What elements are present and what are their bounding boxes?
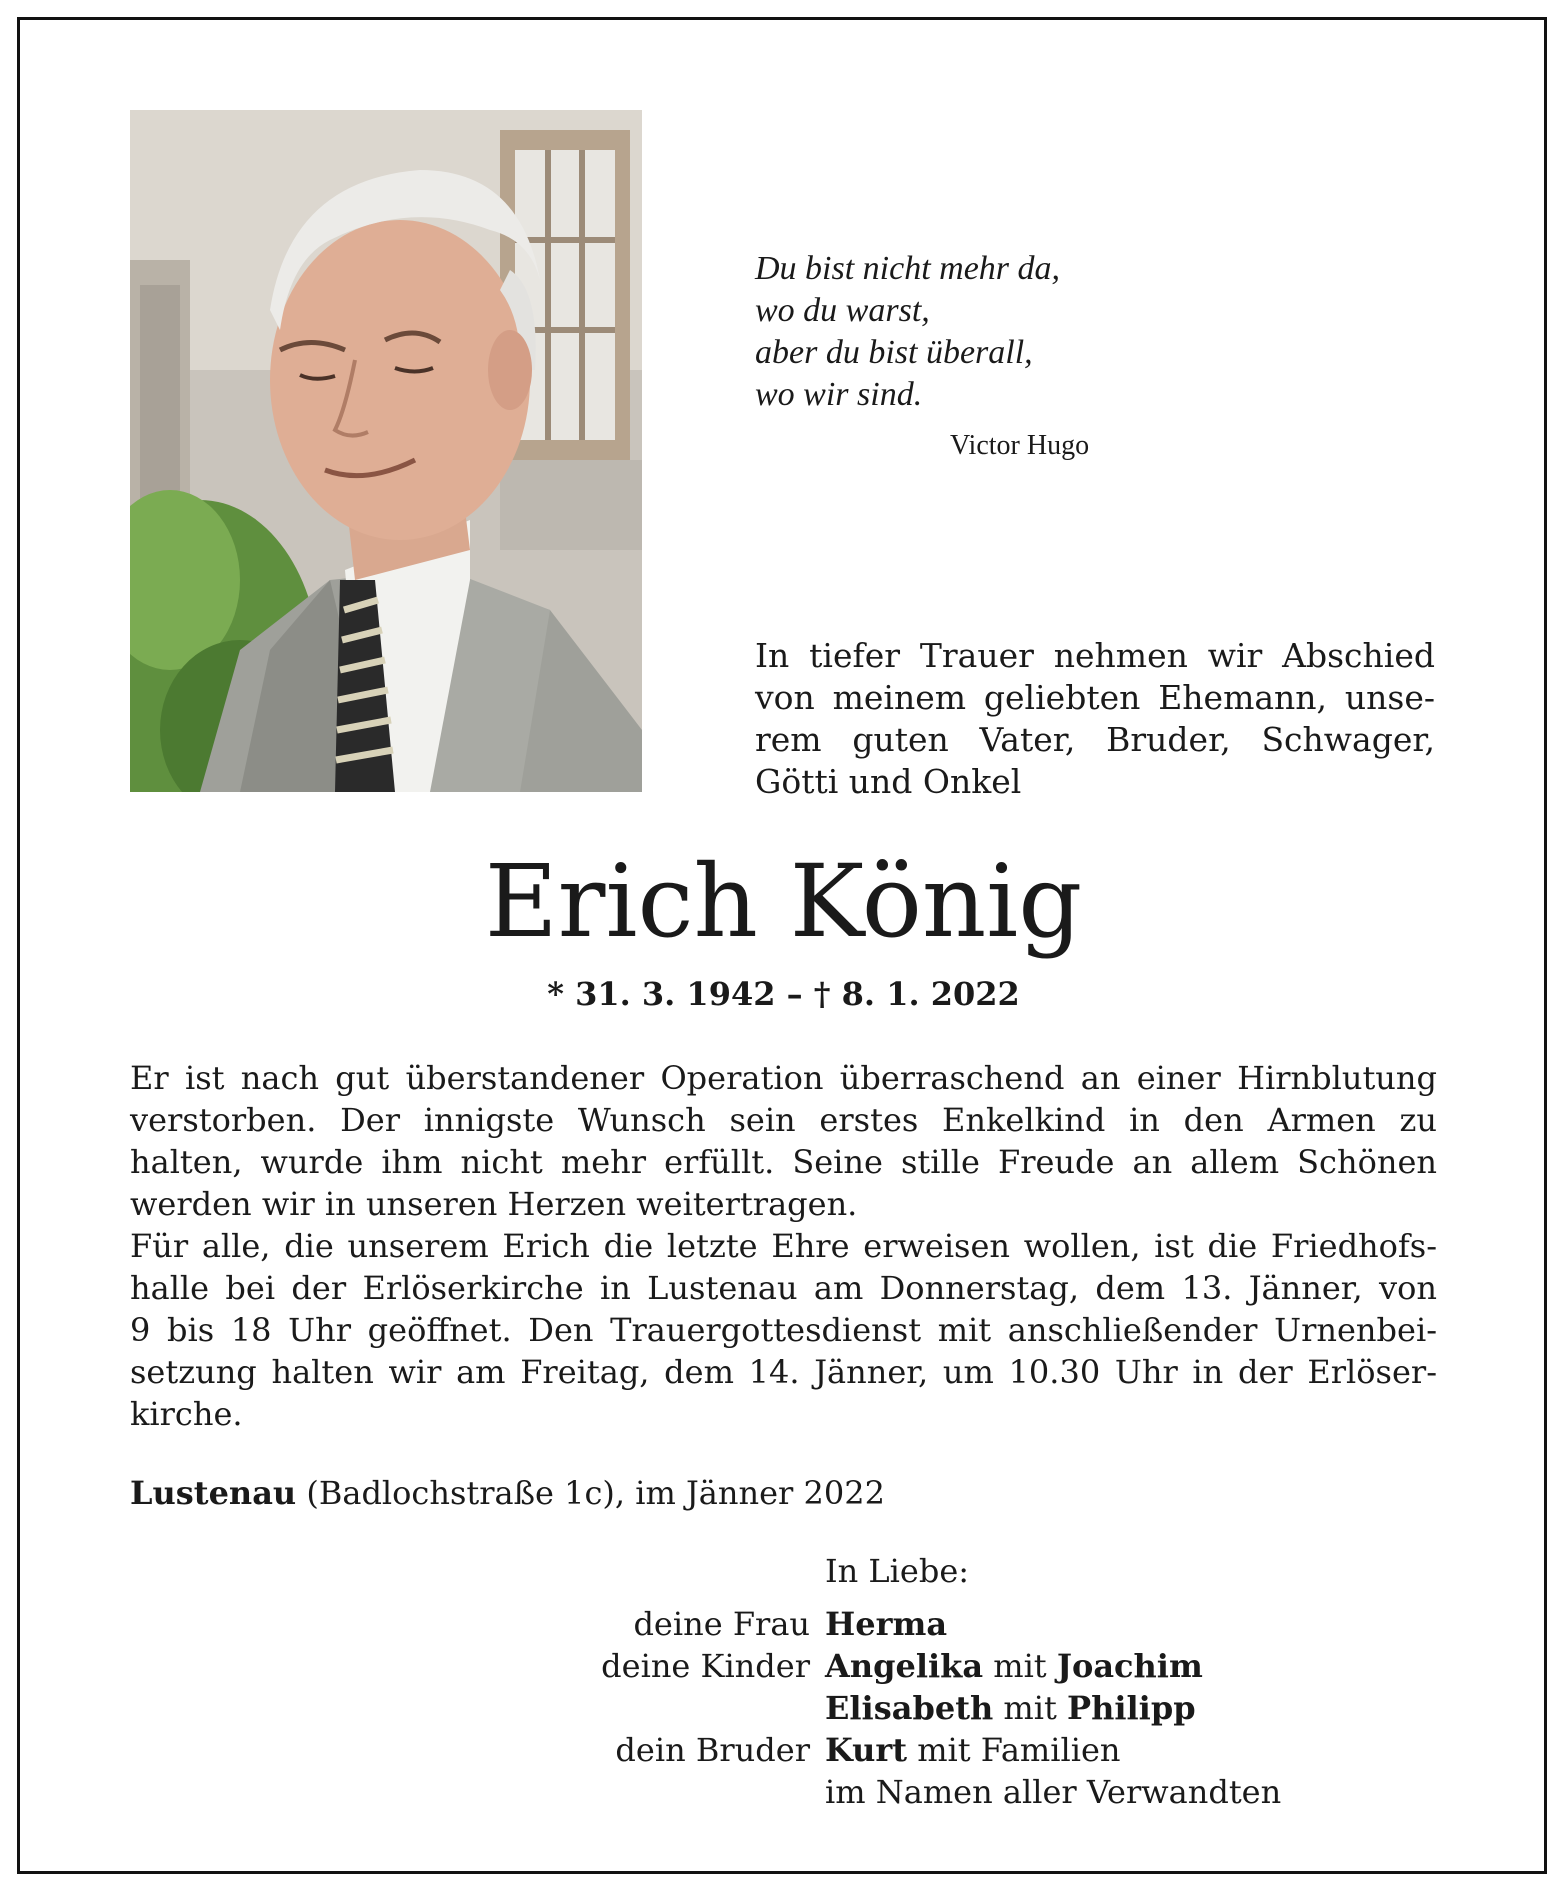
body-line: halten, wurde ihm nicht mehr erfüllt. Seine stille Freude an allem Schönen	[130, 1143, 1437, 1181]
body-line: verstorben. Der innigste Wunsch sein erstes Enkelkind in den Armen zu	[130, 1101, 1437, 1139]
signature-row-relatives	[0, 1771, 1567, 1813]
signature-intro: In Liebe:	[825, 1552, 970, 1590]
intro-line: In tiefer Trauer nehmen wir Abschied	[755, 636, 1435, 675]
life-dates: * 31. 3. 1942 – † 8. 1. 2022	[547, 975, 1020, 1013]
intro-line: Götti und Onkel	[755, 762, 1022, 801]
mourning-intro	[755, 635, 1435, 803]
mourner-name: Kurt	[825, 1731, 908, 1769]
mourner-name: Elisabeth	[825, 1689, 994, 1727]
body-line: 9 bis 18 Uhr geöffnet. Den Trauergottesdienst mit anschließender Urnenbei-	[130, 1311, 1437, 1349]
signature-row-brother	[0, 1729, 1567, 1771]
quote-line: aber du bist überall,	[755, 334, 1033, 371]
obituary-body	[130, 1057, 1437, 1435]
signature-row-children	[0, 1645, 1567, 1687]
relation-label: deine Kinder	[601, 1647, 810, 1685]
connector-text: mit	[993, 1689, 1068, 1727]
intro-line: rem guten Vater, Bruder, Schwager,	[755, 720, 1435, 759]
place-town: Lustenau	[130, 1474, 297, 1512]
mourner-name: Joachim	[1056, 1647, 1203, 1685]
quote-line: wo du warst,	[755, 292, 930, 329]
place-address-date: (Badlochstraße 1c), im Jänner 2022	[296, 1474, 885, 1512]
mourner-names	[825, 1603, 947, 1645]
body-line: kirche.	[130, 1395, 243, 1433]
signature-row-wife	[0, 1603, 1567, 1645]
intro-line: von meinem geliebten Ehemann, unse-	[755, 678, 1435, 717]
mourner-name: Angelika	[825, 1647, 984, 1685]
mourner-name: Philipp	[1067, 1689, 1196, 1727]
connector-text: mit Familien	[907, 1731, 1121, 1769]
relation-label: dein Bruder	[615, 1731, 810, 1769]
place-and-date	[130, 1474, 885, 1512]
deceased-name: Erich König	[484, 843, 1083, 960]
memorial-quote	[755, 248, 1175, 416]
mourner-names	[825, 1729, 1121, 1771]
quote-author: Victor Hugo	[950, 430, 1090, 461]
mourner-names	[825, 1645, 1203, 1687]
relation-label: deine Frau	[633, 1605, 810, 1643]
quote-line: Du bist nicht mehr da,	[755, 250, 1061, 287]
mourner-name: Herma	[825, 1605, 948, 1643]
quote-line: wo wir sind.	[755, 376, 923, 413]
portrait-photo	[130, 110, 642, 792]
mourner-names	[825, 1687, 1196, 1729]
signature-row-children-2	[0, 1687, 1567, 1729]
body-line: werden wir in unseren Herzen weitertragen.	[130, 1185, 858, 1223]
relatives-line: im Namen aller Verwandten	[825, 1773, 1282, 1811]
body-line: setzung halten wir am Freitag, dem 14. Jänner, um 10.30 Uhr in der Erlöser-	[130, 1353, 1437, 1391]
body-line: halle bei der Erlöserkirche in Lustenau am Donnerstag, dem 13. Jänner, von	[130, 1269, 1437, 1307]
body-line: Für alle, die unserem Erich die letzte Ehre erweisen wollen, ist die Friedhofs-	[130, 1227, 1437, 1265]
body-line: Er ist nach gut überstandener Operation überraschend an einer Hirnblutung	[130, 1059, 1437, 1097]
connector-text: mit	[983, 1647, 1057, 1685]
